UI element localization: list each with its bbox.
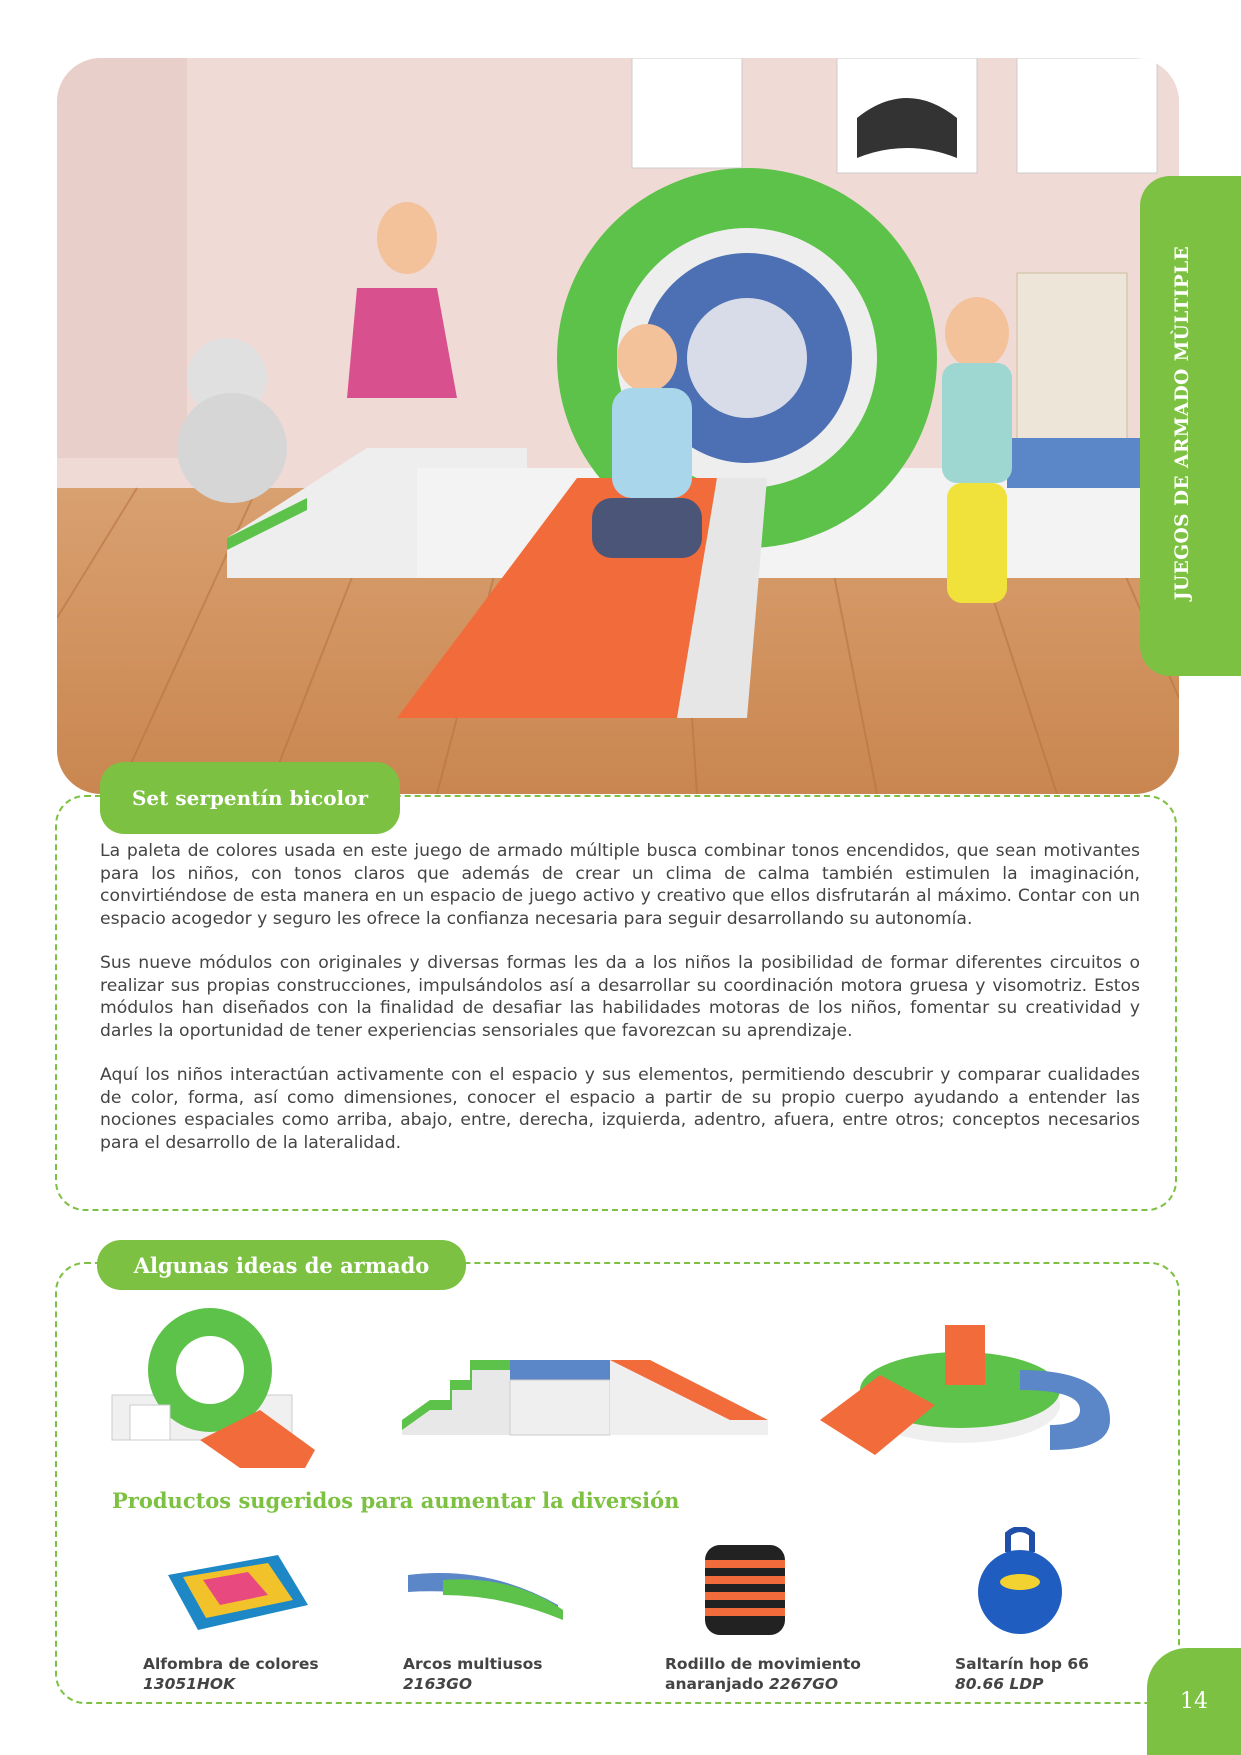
- product-name: Saltarín hop 66: [955, 1655, 1089, 1673]
- product-code: 13051HOK: [143, 1675, 236, 1693]
- idea-circle-image: [820, 1310, 1110, 1460]
- product-code: 2267GO: [769, 1675, 839, 1693]
- product-item: [955, 1520, 1185, 1694]
- description-text: [100, 840, 1140, 1176]
- hero-photo: [57, 58, 1179, 794]
- suggested-products-title: Productos sugeridos para aumentar la diversión: [112, 1488, 680, 1513]
- hop-ball-icon: [970, 1527, 1070, 1637]
- product-name: Alfombra de colores: [143, 1655, 319, 1673]
- product-name-2: anaranjado: [665, 1675, 764, 1693]
- product-name: Rodillo de movimiento: [665, 1655, 861, 1673]
- product-code: 80.66 LDP: [955, 1675, 1044, 1693]
- paragraph: Aquí los niños interactúan activamente con el espacio y sus elementos, permitiendo descubrir y comparar cualidades de color, forma, así como dimensiones, conocer el espacio a partir de su propio cuerpo ayudando a entender las nociones espaciales como arriba, abajo, entre, derecha, izquierda, adentro, afuera, entre otros; conceptos necesarios para el desarrollo de la lateralidad.: [100, 1065, 1140, 1153]
- product-item: [403, 1520, 633, 1694]
- product-code: 2163GO: [403, 1675, 473, 1693]
- section-tab-label: JUEGOS DE ARMADO MÙLTIPLE: [1172, 245, 1193, 601]
- product-title: Set serpentín bicolor: [100, 762, 400, 834]
- roller-icon: [695, 1540, 795, 1640]
- product-item: [665, 1520, 895, 1694]
- paragraph: La paleta de colores usada en este juego de armado múltiple busca combinar tonos encendidos, que sean motivantes para los niños, con tonos claros que además de crear un clima de calma también estimulen la imaginación, convirtiéndose de esta manera en un espacio de juego activo y creativo que ellos disfrutarán al máximo. Contar con un espacio acogedor y seguro les ofrece la confianza necesaria para seguir desarrollando su autonomía.: [100, 841, 1140, 929]
- product-name: Arcos multiusos: [403, 1655, 543, 1673]
- idea-arch-image: [110, 1300, 330, 1470]
- idea-stairs-image: [400, 1350, 770, 1440]
- page-number: 14: [1147, 1648, 1241, 1755]
- ideas-title: Algunas ideas de armado: [97, 1240, 466, 1290]
- colored-mat-icon: [158, 1555, 318, 1635]
- paragraph: Sus nueve módulos con originales y diversas formas les da a los niños la posibilidad de formar diferentes circuitos o realizar sus propias construcciones, impulsándolos así a desarrollar su coordinación motora gruesa y visomotriz. Estos módulos han diseñados con la finalidad de desafiar las habilidades motoras de los niños, fomentar su creatividad y darles la oportunidad de tener experiencias sensoriales que favorezcan su aprendizaje.: [100, 953, 1140, 1041]
- product-item: [143, 1520, 373, 1694]
- arches-icon: [403, 1565, 573, 1625]
